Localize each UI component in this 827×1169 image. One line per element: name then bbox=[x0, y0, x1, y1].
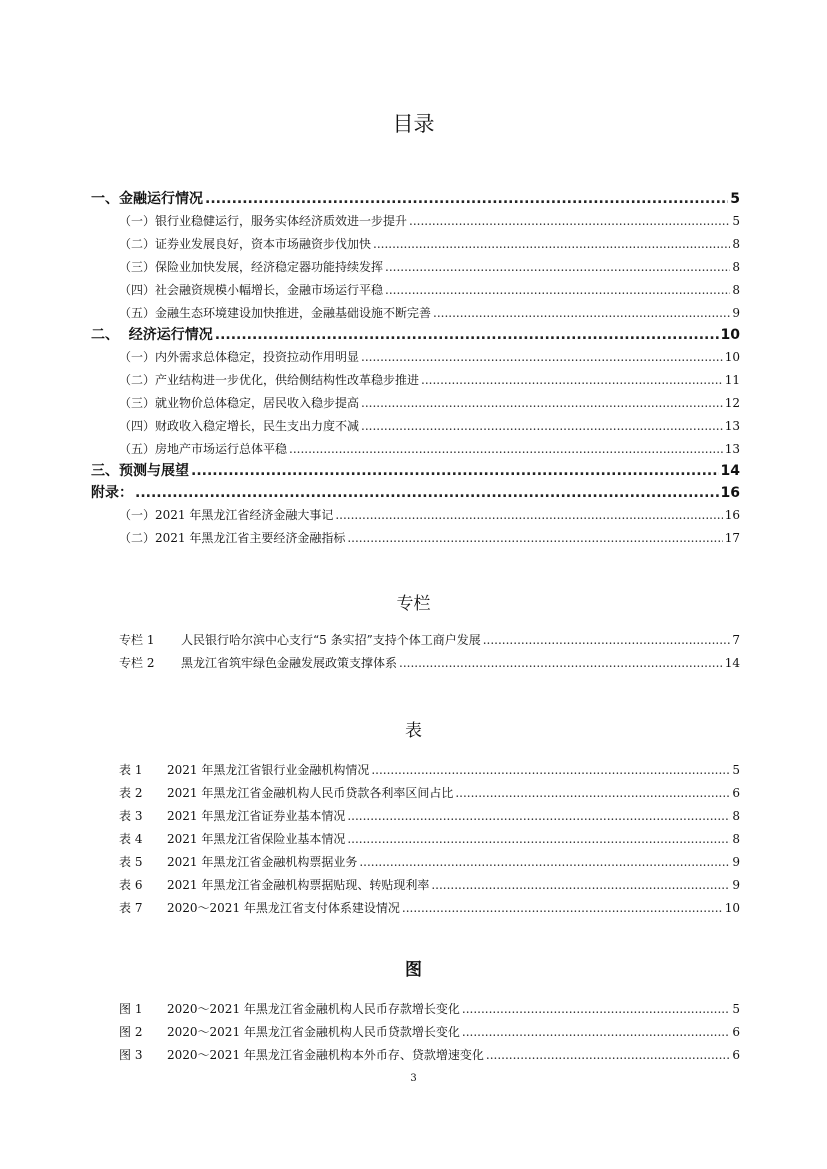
table-entry[interactable] bbox=[119, 899, 740, 916]
toc-entry-label: （一）2021 年黑龙江省经济金融大事记 bbox=[119, 508, 334, 522]
table-entry-page: 9 bbox=[732, 878, 740, 892]
figure-entry-page: 6 bbox=[732, 1048, 740, 1062]
figure-number: 图 1 bbox=[119, 1002, 143, 1016]
toc-entry-label: （三）就业物价总体稳定，居民收入稳步提高 bbox=[119, 396, 360, 410]
table-entry-label: 2021 年黑龙江省银行业金融机构情况 bbox=[167, 763, 370, 777]
leader-dots bbox=[361, 350, 723, 364]
leader-dots bbox=[371, 763, 730, 777]
toc-entry[interactable] bbox=[91, 460, 740, 480]
toc-entry-label: 三、预测与展望 bbox=[91, 463, 189, 479]
table-entry-page: 8 bbox=[732, 832, 740, 846]
toc-entry-page: 5 bbox=[730, 191, 740, 207]
leader-dots bbox=[462, 1002, 730, 1016]
table-entry-page: 9 bbox=[732, 855, 740, 869]
toc-entry[interactable] bbox=[119, 281, 740, 298]
toc-entry[interactable] bbox=[91, 482, 740, 502]
figure-number: 图 2 bbox=[119, 1025, 143, 1039]
toc-entry-page: 12 bbox=[724, 396, 740, 410]
toc-entry-page: 16 bbox=[724, 508, 740, 522]
figure-entry[interactable] bbox=[119, 1023, 740, 1040]
toc-entry[interactable] bbox=[119, 371, 740, 388]
table-entry[interactable] bbox=[119, 830, 740, 847]
table-entry-label: 2020～2021 年黑龙江省支付体系建设情况 bbox=[167, 901, 400, 915]
table-entry[interactable] bbox=[119, 761, 740, 778]
column-entry[interactable] bbox=[119, 654, 740, 671]
leader-dots bbox=[335, 508, 722, 522]
column-number: 专栏 1 bbox=[119, 633, 155, 647]
table-entry[interactable] bbox=[119, 784, 740, 801]
toc-entry-page: 10 bbox=[724, 350, 740, 364]
toc-entry-label: （二）证券业发展良好，资本市场融资步伐加快 bbox=[119, 237, 372, 251]
leader-dots bbox=[385, 260, 730, 274]
toc-entry-page: 16 bbox=[720, 485, 740, 501]
toc-entry-page: 17 bbox=[724, 531, 740, 545]
leader-dots bbox=[433, 306, 730, 320]
table-entry-label: 2021 年黑龙江省金融机构票据业务 bbox=[167, 855, 358, 869]
toc-entry-label: （二）产业结构进一步优化，供给侧结构性改革稳步推进 bbox=[119, 373, 420, 387]
table-number: 表 5 bbox=[119, 855, 143, 869]
toc-entry-page: 8 bbox=[732, 283, 740, 297]
figures-title: 图 bbox=[405, 960, 422, 980]
leader-dots bbox=[191, 463, 719, 479]
page-number: 3 bbox=[410, 1073, 417, 1084]
toc-entry[interactable] bbox=[119, 506, 740, 523]
figure-entry-label: 2020～2021 年黑龙江省金融机构人民币贷款增长变化 bbox=[167, 1025, 460, 1039]
leader-dots bbox=[483, 633, 731, 647]
figure-entry[interactable] bbox=[119, 1000, 740, 1017]
table-entry-label: 2021 年黑龙江省保险业基本情况 bbox=[167, 832, 346, 846]
toc-entry-label: （二）2021 年黑龙江省主要经济金融指标 bbox=[119, 531, 346, 545]
figure-entry-page: 5 bbox=[732, 1002, 740, 1016]
leader-dots bbox=[486, 1048, 730, 1062]
leader-dots bbox=[409, 214, 730, 228]
toc-entry-label: （五）房地产市场运行总体平稳 bbox=[119, 442, 288, 456]
toc-entry[interactable] bbox=[119, 212, 740, 229]
toc-entry[interactable] bbox=[119, 417, 740, 434]
leader-dots bbox=[215, 327, 719, 343]
toc-entry[interactable] bbox=[91, 324, 740, 344]
table-number: 表 6 bbox=[119, 878, 143, 892]
column-entry-page: 7 bbox=[732, 633, 740, 647]
table-entry[interactable] bbox=[119, 876, 740, 893]
table-number: 表 3 bbox=[119, 809, 143, 823]
toc-entry-page: 13 bbox=[724, 442, 740, 456]
toc-entry[interactable] bbox=[119, 529, 740, 546]
leader-dots bbox=[402, 901, 723, 915]
toc-entry-page: 10 bbox=[720, 327, 740, 343]
table-number: 表 4 bbox=[119, 832, 143, 846]
leader-dots bbox=[205, 191, 728, 207]
leader-dots bbox=[361, 396, 723, 410]
table-number: 表 2 bbox=[119, 786, 143, 800]
toc-entry-page: 11 bbox=[724, 373, 740, 387]
table-entry-page: 5 bbox=[732, 763, 740, 777]
table-entry-page: 6 bbox=[732, 786, 740, 800]
columns-title: 专栏 bbox=[396, 594, 431, 614]
figure-entry[interactable] bbox=[119, 1046, 740, 1063]
leader-dots bbox=[373, 237, 730, 251]
table-entry-label: 2021 年黑龙江省金融机构票据贴现、转贴现利率 bbox=[167, 878, 430, 892]
table-number: 表 1 bbox=[119, 763, 143, 777]
toc-entry-page: 13 bbox=[724, 419, 740, 433]
leader-dots bbox=[421, 373, 723, 387]
toc-entry[interactable] bbox=[119, 394, 740, 411]
table-entry-page: 10 bbox=[724, 901, 740, 915]
leader-dots bbox=[359, 855, 730, 869]
tables-title: 表 bbox=[405, 721, 422, 741]
toc-entry[interactable] bbox=[119, 258, 740, 275]
leader-dots bbox=[399, 656, 723, 670]
table-entry[interactable] bbox=[119, 807, 740, 824]
leader-dots bbox=[289, 442, 723, 456]
toc-entry-page: 5 bbox=[732, 214, 740, 228]
leader-dots bbox=[385, 283, 730, 297]
leader-dots bbox=[361, 419, 723, 433]
leader-dots bbox=[462, 1025, 730, 1039]
column-entry-page: 14 bbox=[724, 656, 740, 670]
toc-entry-label: （四）社会融资规模小幅增长，金融市场运行平稳 bbox=[119, 283, 384, 297]
toc-entry-label: 一、金融运行情况 bbox=[91, 191, 203, 207]
figure-entry-page: 6 bbox=[732, 1025, 740, 1039]
leader-dots bbox=[347, 832, 730, 846]
leader-dots bbox=[431, 878, 730, 892]
toc-entry-label: 附录： bbox=[91, 485, 133, 501]
table-number: 表 7 bbox=[119, 901, 143, 915]
toc-entry[interactable] bbox=[119, 348, 740, 365]
column-number: 专栏 2 bbox=[119, 656, 155, 670]
toc-entry[interactable] bbox=[119, 440, 740, 457]
leader-dots bbox=[455, 786, 730, 800]
toc-entry-page: 9 bbox=[732, 306, 740, 320]
toc-entry[interactable] bbox=[119, 235, 740, 252]
toc-entry-page: 8 bbox=[732, 260, 740, 274]
column-entry[interactable] bbox=[119, 631, 740, 648]
toc-entry-page: 8 bbox=[732, 237, 740, 251]
toc-title: 目录 bbox=[392, 112, 435, 136]
table-entry-page: 8 bbox=[732, 809, 740, 823]
toc-entry[interactable] bbox=[119, 304, 740, 321]
toc-entry-label: （一）内外需求总体稳定，投资拉动作用明显 bbox=[119, 350, 360, 364]
figure-number: 图 3 bbox=[119, 1048, 143, 1062]
column-entry-label: 黑龙江省筑牢绿色金融发展政策支撑体系 bbox=[181, 656, 398, 670]
toc-entry-label: （五）金融生态环境建设加快推进，金融基础设施不断完善 bbox=[119, 306, 432, 320]
toc-entry-label: （三）保险业加快发展，经济稳定器功能持续发挥 bbox=[119, 260, 384, 274]
table-entry-label: 2021 年黑龙江省金融机构人民币贷款各利率区间占比 bbox=[167, 786, 454, 800]
table-entry[interactable] bbox=[119, 853, 740, 870]
toc-entry-label: 二、 经济运行情况 bbox=[91, 327, 213, 343]
toc-entry-page: 14 bbox=[720, 463, 740, 479]
figure-entry-label: 2020～2021 年黑龙江省金融机构本外币存、贷款增速变化 bbox=[167, 1048, 484, 1062]
column-entry-label: 人民银行哈尔滨中心支行“5 条实招”支持个体工商户发展 bbox=[181, 633, 481, 647]
leader-dots bbox=[347, 809, 730, 823]
toc-entry-label: （一）银行业稳健运行，服务实体经济质效进一步提升 bbox=[119, 214, 408, 228]
figure-entry-label: 2020～2021 年黑龙江省金融机构人民币存款增长变化 bbox=[167, 1002, 460, 1016]
leader-dots bbox=[347, 531, 722, 545]
toc-entry[interactable] bbox=[91, 188, 740, 208]
table-entry-label: 2021 年黑龙江省证券业基本情况 bbox=[167, 809, 346, 823]
toc-entry-label: （四）财政收入稳定增长，民生支出力度不减 bbox=[119, 419, 360, 433]
leader-dots bbox=[135, 485, 719, 501]
